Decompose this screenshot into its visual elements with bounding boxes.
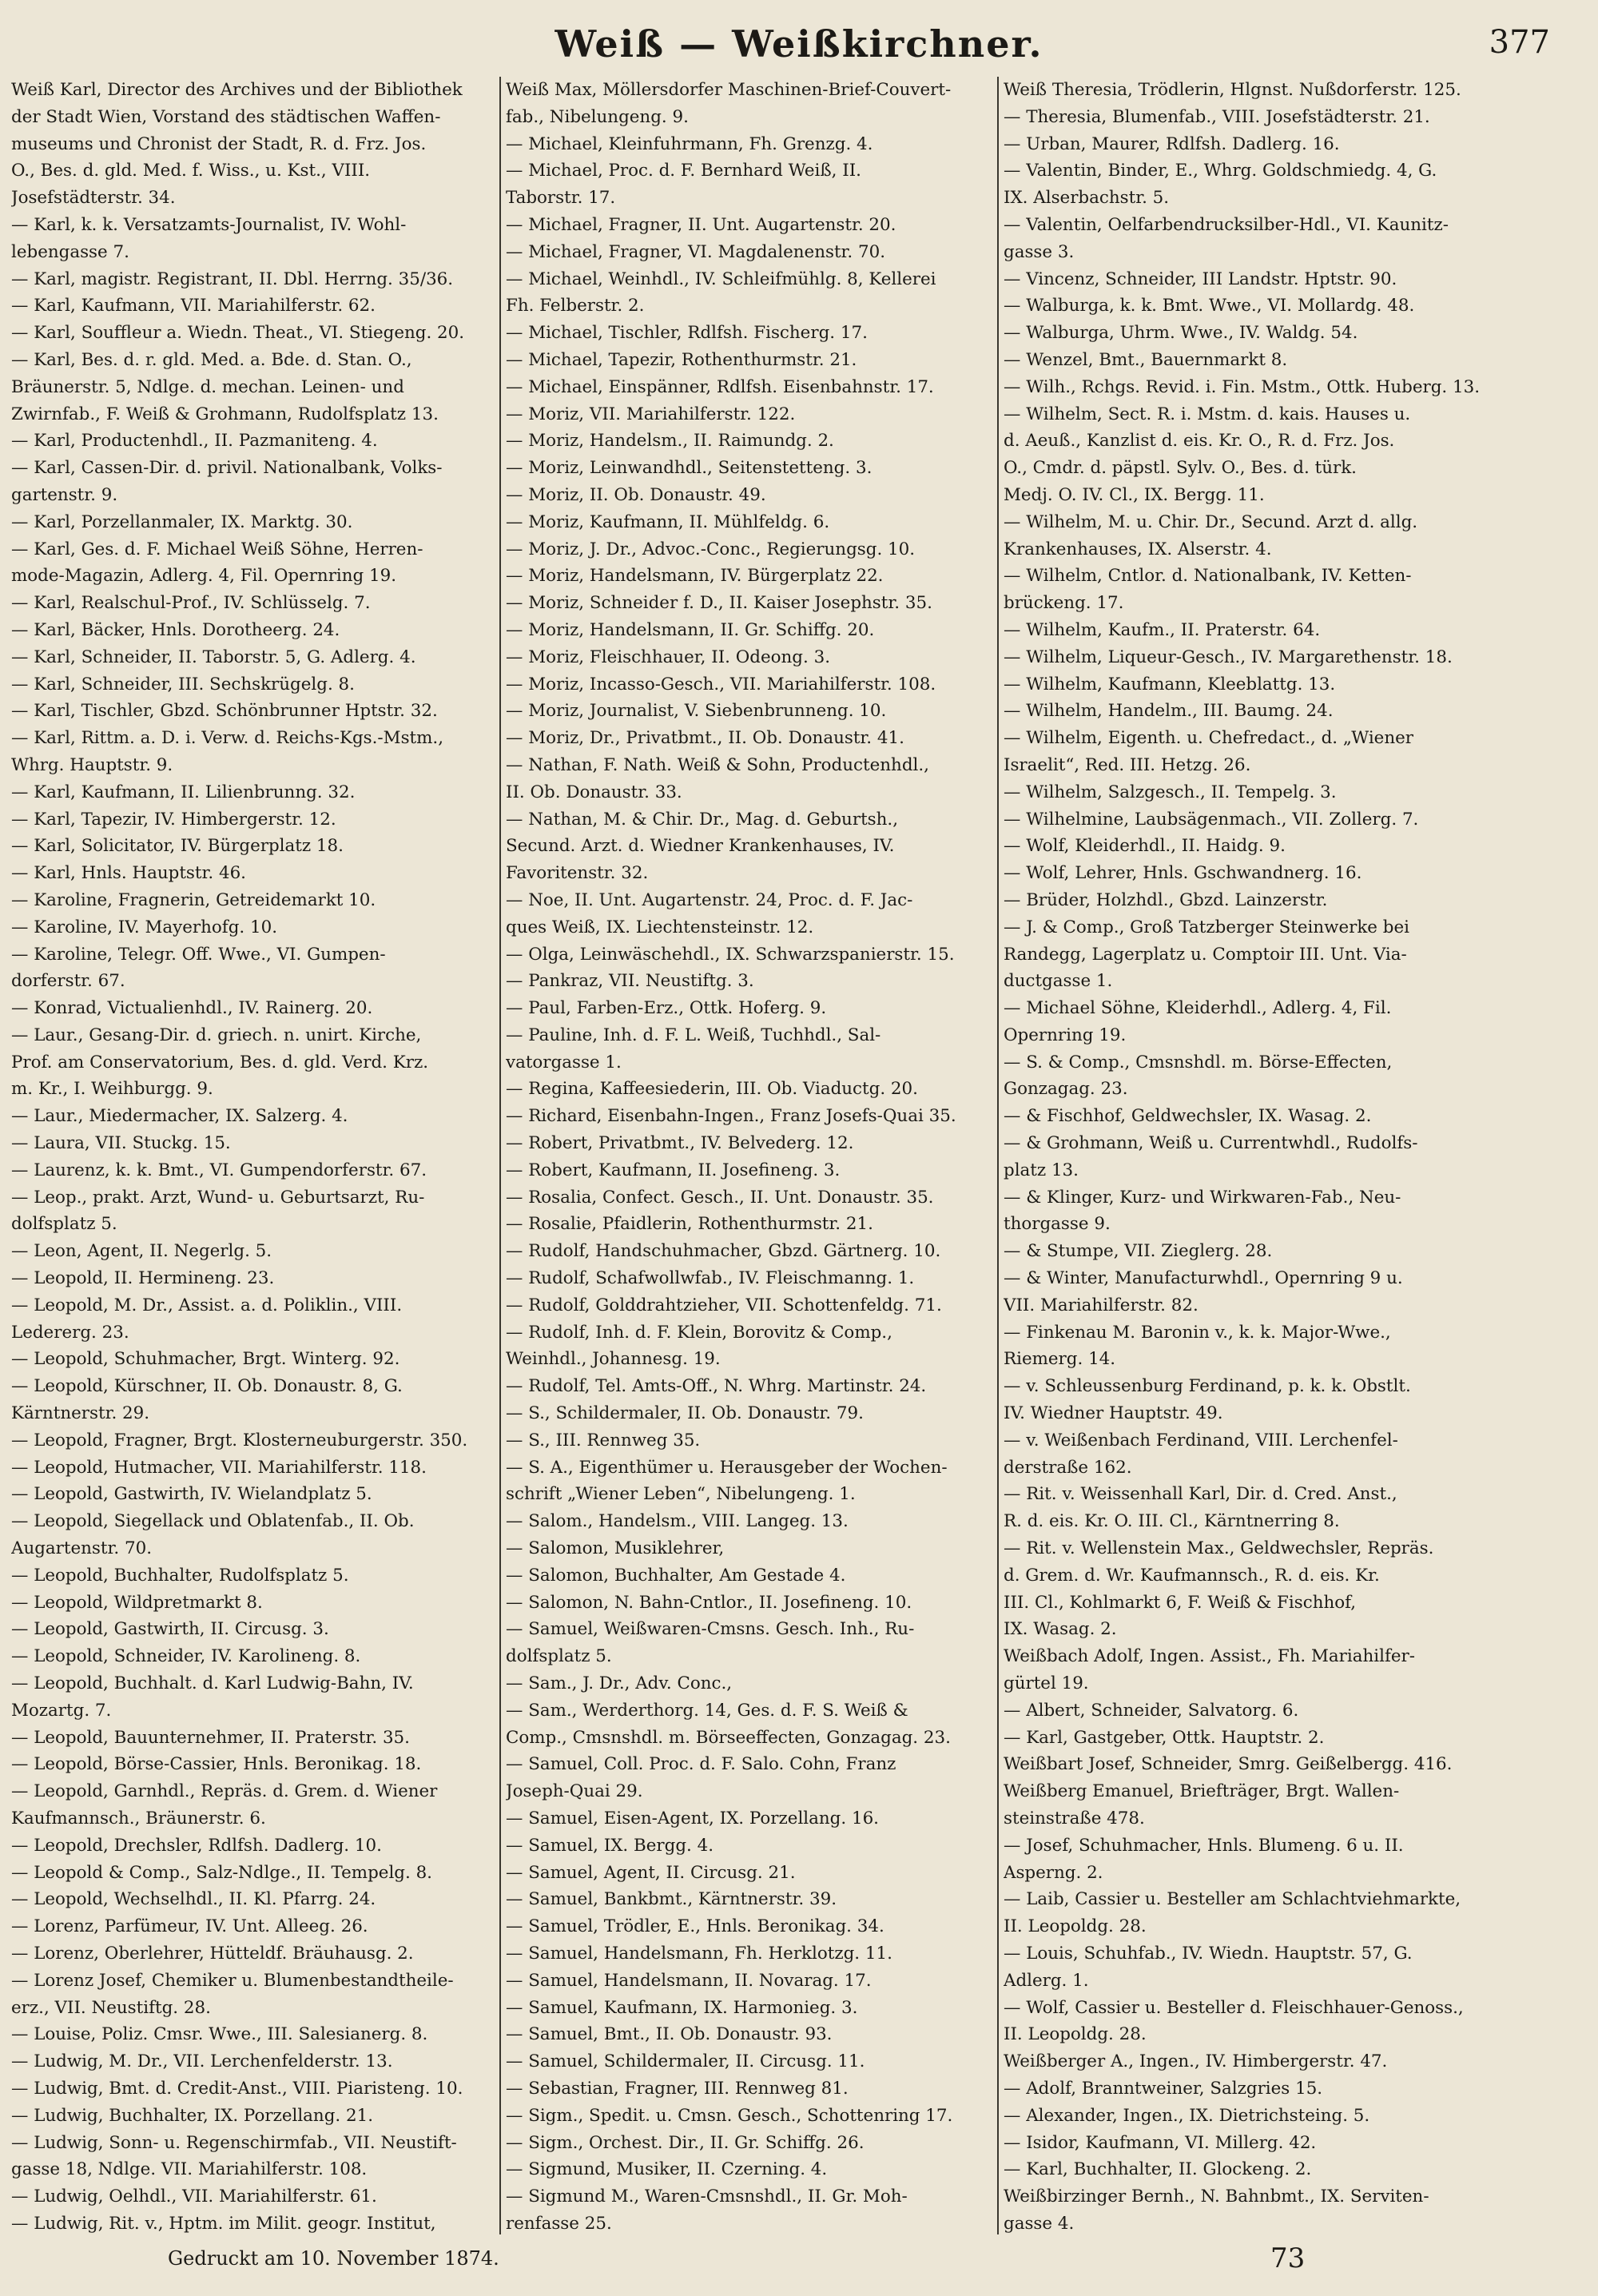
directory-line: — Leopold, Schuhmacher, Brgt. Winterg. 92.	[11, 1349, 400, 1370]
directory-line: erz., VII. Neustiftg. 28.	[11, 1997, 211, 2018]
directory-line: dolfsplatz 5.	[506, 1646, 612, 1667]
directory-line: — Sigmund, Musiker, II. Czerning. 4.	[506, 2159, 828, 2180]
directory-line: — Wolf, Lehrer, Hnls. Gschwandnerg. 16.	[1004, 863, 1362, 884]
directory-line: — Pauline, Inh. d. F. L. Weiß, Tuchhdl., Sal-	[506, 1025, 881, 1045]
directory-line: — Karl, Schneider, II. Taborstr. 5, G. Adlerg. 4.	[11, 647, 416, 667]
directory-column-3	[997, 77, 1499, 2234]
directory-line: gartenstr. 9.	[11, 484, 118, 505]
directory-line: ques Weiß, IX. Liechtensteinstr. 12.	[506, 917, 814, 937]
page-number: 377	[1489, 24, 1550, 61]
directory-line: — Walburga, k. k. Bmt. Wwe., VI. Mollardg. 48.	[1004, 296, 1415, 316]
directory-line: — Karl, Kaufmann, VII. Mariahilferstr. 62.	[11, 296, 376, 316]
directory-line: Weiß Max, Möllersdorfer Maschinen-Brief-Couvert-	[506, 80, 952, 100]
directory-line: Kaufmannsch., Bräunerstr. 6.	[11, 1809, 266, 1828]
directory-line: — Moriz, Leinwandhdl., Seitenstetteng. 3.	[506, 458, 873, 479]
directory-line: Weißbach Adolf, Ingen. Assist., Fh. Mariahilfer-	[1004, 1646, 1415, 1667]
directory-line: — Ludwig, Sonn- u. Regenschirmfab., VII. Neustift-	[11, 2132, 457, 2153]
directory-line: — Moriz, J. Dr., Advoc.-Conc., Regierungsg. 10.	[506, 539, 916, 559]
directory-line: O., Bes. d. gld. Med. f. Wiss., u. Kst., VIII.	[11, 161, 371, 181]
directory-column-2	[499, 77, 1001, 2234]
directory-line: — Finkenau M. Baronin v., k. k. Major-Wwe.,	[1004, 1322, 1391, 1343]
directory-line: Joseph-Quai 29.	[506, 1781, 643, 1802]
directory-line: — Adolf, Branntweiner, Salzgries 15.	[1004, 2078, 1323, 2099]
directory-line: dolfsplatz 5.	[11, 1214, 117, 1235]
directory-line: — Wilhelmine, Laubsägenmach., VII. Zollerg. 7.	[1004, 809, 1419, 830]
directory-line: — Wilhelm, Handelm., III. Baumg. 24.	[1004, 701, 1334, 722]
directory-line: — Wilhelm, Kaufmann, Kleeblattg. 13.	[1004, 674, 1336, 694]
directory-line: — Moriz, VII. Mariahilferstr. 122.	[506, 404, 796, 424]
directory-line: — Leopold, Drechsler, Rdlfsh. Dadlerg. 10.	[11, 1835, 382, 1856]
directory-line: — Ludwig, Bmt. d. Credit-Anst., VIII. Piaristeng. 10.	[11, 2078, 463, 2099]
directory-line: — Michael, Einspänner, Rdlfsh. Eisenbahnstr. 17.	[506, 376, 934, 397]
directory-line: — Paul, Farben-Erz., Ottk. Hoferg. 9.	[506, 998, 827, 1019]
directory-line: — Moriz, Journalist, V. Siebenbrunneng. 10.	[506, 701, 887, 722]
directory-line: m. Kr., I. Weihburgg. 9.	[11, 1079, 213, 1100]
print-date-note: Gedruckt am 10. November 1874.	[168, 2247, 499, 2270]
directory-line: — Leopold, Wildpretmarkt 8.	[11, 1592, 263, 1613]
directory-line: — Michael, Tischler, Rdlfsh. Fischerg. 17.	[506, 323, 868, 344]
directory-line: — Louis, Schuhfab., IV. Wiedn. Hauptstr. 57, G.	[1004, 1943, 1413, 1964]
directory-line: fab., Nibelungeng. 9.	[506, 106, 689, 127]
directory-line: — Vincenz, Schneider, III Landstr. Hptstr. 90.	[1004, 269, 1397, 289]
directory-line: — Samuel, Handelsmann, Fh. Herklotzg. 11.	[506, 1943, 892, 1964]
directory-line: — Karl, Porzellanmaler, IX. Marktg. 30.	[11, 511, 353, 532]
directory-line: brückeng. 17.	[1004, 593, 1124, 614]
directory-line: — Konrad, Victualienhdl., IV. Rainerg. 20.	[11, 998, 373, 1019]
directory-line: — Leopold, Kürschner, II. Ob. Donaustr. 8, G.	[11, 1376, 403, 1397]
directory-line: — Olga, Leinwäschehdl., IX. Schwarzspanierstr. 15.	[506, 944, 955, 965]
directory-line: museums und Chronist der Stadt, R. d. Frz. Jos.	[11, 133, 427, 154]
directory-line: — Michael, Fragner, II. Unt. Augartenstr. 20.	[506, 214, 896, 235]
directory-line: — Moriz, Dr., Privatbmt., II. Ob. Donaustr. 41.	[506, 728, 904, 749]
directory-line: III. Cl., Kohlmarkt 6, F. Weiß & Fischhof,	[1004, 1592, 1357, 1613]
directory-line: — Karl, Bäcker, Hnls. Dorotheerg. 24.	[11, 619, 340, 640]
directory-line: Whrg. Hauptstr. 9.	[11, 754, 173, 775]
directory-line: IV. Wiedner Hauptstr. 49.	[1004, 1403, 1223, 1424]
directory-line: thorgasse 9.	[1004, 1214, 1111, 1235]
directory-line: — S. & Comp., Cmsnshdl. m. Börse-Effecten,	[1004, 1052, 1393, 1072]
directory-line: — Wolf, Kleiderhdl., II. Haidg. 9.	[1004, 836, 1286, 857]
directory-line: — Wolf, Cassier u. Besteller d. Fleischhauer-Genoss.,	[1004, 1997, 1464, 2018]
directory-line: — Leopold & Comp., Salz-Ndlge., II. Tempelg. 8.	[11, 1862, 432, 1883]
directory-line: Kärntnerstr. 29.	[11, 1403, 150, 1424]
directory-line: ductgasse 1.	[1004, 971, 1113, 992]
directory-line: — Sigm., Spedit. u. Cmsn. Gesch., Schottenring 17.	[506, 2105, 953, 2126]
directory-line: — S. A., Eigenthümer u. Herausgeber der Wochen-	[506, 1457, 948, 1478]
directory-line: — Alexander, Ingen., IX. Dietrichsteing. 5.	[1004, 2105, 1370, 2126]
directory-line: Weinhdl., Johannesg. 19.	[506, 1349, 721, 1370]
directory-line: — Rosalia, Confect. Gesch., II. Unt. Donaustr. 35.	[506, 1187, 934, 1208]
directory-line: — Rudolf, Handschuhmacher, Gbzd. Gärtnerg. 10.	[506, 1241, 941, 1262]
directory-line: schrift „Wiener Leben“, Nibelungeng. 1.	[506, 1484, 856, 1505]
directory-line: gasse 18, Ndlge. VII. Mariahilferstr. 108.	[11, 2159, 368, 2180]
directory-line: — Samuel, Handelsmann, II. Novarag. 17.	[506, 1970, 872, 1991]
directory-line: — Moriz, Schneider f. D., II. Kaiser Josephstr. 35.	[506, 593, 932, 614]
directory-line: Weißbart Josef, Schneider, Smrg. Geißelbergg. 416.	[1004, 1754, 1453, 1775]
directory-line: IX. Wasag. 2.	[1004, 1619, 1117, 1640]
directory-line: Prof. am Conservatorium, Bes. d. gld. Verd. Krz.	[11, 1052, 429, 1072]
directory-line: — Valentin, Oelfarbendrucksilber-Hdl., VI. Kaunitz-	[1004, 214, 1449, 235]
directory-line: — Samuel, Eisen-Agent, IX. Porzellang. 16.	[506, 1809, 879, 1828]
directory-line: — Ludwig, M. Dr., VII. Lerchenfelderstr. 13.	[11, 2051, 393, 2072]
directory-line: — Salomon, Musiklehrer,	[506, 1538, 725, 1559]
directory-line: — Wilhelm, Liqueur-Gesch., IV. Margarethenstr. 18.	[1004, 647, 1453, 667]
directory-line: Riemerg. 14.	[1004, 1349, 1116, 1370]
directory-line: gürtel 19.	[1004, 1673, 1089, 1694]
directory-line: gasse 3.	[1004, 241, 1075, 262]
directory-line: Augartenstr. 70.	[11, 1538, 152, 1559]
directory-line: — & Stumpe, VII. Zieglerg. 28.	[1004, 1241, 1273, 1262]
directory-line: — Sigm., Orchest. Dir., II. Gr. Schiffg. 26.	[506, 2132, 865, 2153]
directory-line: — Theresia, Blumenfab., VIII. Josefstädterstr. 21.	[1004, 106, 1430, 127]
directory-line: — Nathan, F. Nath. Weiß & Sohn, Productenhdl.,	[506, 754, 929, 775]
directory-line: — Wilh., Rchgs. Revid. i. Fin. Mstm., Ottk. Huberg. 13.	[1004, 376, 1481, 397]
directory-line: VII. Mariahilferstr. 82.	[1004, 1295, 1198, 1315]
directory-line: — Leopold, Schneider, IV. Karolineng. 8.	[11, 1646, 361, 1667]
directory-line: — Leopold, Gastwirth, II. Circusg. 3.	[11, 1619, 329, 1640]
directory-line: — Walburga, Uhrm. Wwe., IV. Waldg. 54.	[1004, 323, 1358, 344]
directory-line: — Wilhelm, Salzgesch., II. Tempelg. 3.	[1004, 782, 1337, 802]
directory-line: — Moriz, Fleischhauer, II. Odeong. 3.	[506, 647, 831, 667]
directory-line: — Valentin, Binder, E., Whrg. Goldschmiedg. 4, G.	[1004, 161, 1437, 181]
directory-line: Weiß Karl, Director des Archives und der Bibliothek	[11, 80, 463, 100]
directory-line: R. d. eis. Kr. O. III. Cl., Kärntnerring 8.	[1004, 1511, 1340, 1532]
directory-line: — Wenzel, Bmt., Bauernmarkt 8.	[1004, 349, 1288, 370]
directory-line: — Karl, Gastgeber, Ottk. Hauptstr. 2.	[1004, 1727, 1325, 1748]
directory-line: — Pankraz, VII. Neustiftg. 3.	[506, 971, 754, 992]
directory-line: — Laurenz, k. k. Bmt., VI. Gumpendorferstr. 67.	[11, 1160, 427, 1180]
directory-line: Weiß Theresia, Trödlerin, Hlgnst. Nußdorferstr. 125.	[1004, 80, 1461, 100]
directory-line: Bräunerstr. 5, Ndlge. d. mechan. Leinen- und	[11, 376, 404, 397]
directory-line: — Karoline, Telegr. Off. Wwe., VI. Gumpen-	[11, 944, 386, 965]
directory-line: steinstraße 478.	[1004, 1809, 1145, 1828]
directory-line: IX. Alserbachstr. 5.	[1004, 188, 1170, 209]
directory-line: — & Fischhof, Geldwechsler, IX. Wasag. 2.	[1004, 1106, 1372, 1127]
directory-line: — Moriz, Incasso-Gesch., VII. Mariahilferstr. 108.	[506, 674, 936, 694]
directory-line: — Rosalie, Pfaidlerin, Rothenthurmstr. 21.	[506, 1214, 873, 1235]
page-title: Weiß — Weißkirchner.	[555, 22, 1043, 66]
directory-line: — Wilhelm, Cntlor. d. Nationalbank, IV. Ketten-	[1004, 566, 1412, 587]
directory-line: — Ludwig, Rit. v., Hptm. im Milit. geogr. Institut,	[11, 2213, 436, 2234]
directory-line: — Richard, Eisenbahn-Ingen., Franz Josefs-Quai 35.	[506, 1106, 956, 1127]
directory-line: — Sam., Werderthorg. 14, Ges. d. F. S. Weiß &	[506, 1700, 908, 1721]
directory-line: — Robert, Privatbmt., IV. Belvederg. 12.	[506, 1133, 854, 1154]
directory-line: — v. Schleussenburg Ferdinand, p. k. k. Obstlt.	[1004, 1376, 1411, 1397]
directory-line: — Samuel, Kaufmann, IX. Harmonieg. 3.	[506, 1997, 858, 2018]
directory-line: — Michael, Fragner, VI. Magdalenenstr. 70.	[506, 241, 886, 262]
directory-line: — J. & Comp., Groß Tatzberger Steinwerke bei	[1004, 917, 1409, 937]
directory-line: — Lorenz, Parfümeur, IV. Unt. Alleeg. 26.	[11, 1916, 368, 1937]
directory-line: — Samuel, IX. Bergg. 4.	[506, 1835, 714, 1856]
directory-line: II. Leopoldg. 28.	[1004, 1916, 1147, 1937]
directory-line: der Stadt Wien, Vorstand des städtischen Waffen-	[11, 106, 441, 127]
directory-line: — Karl, Realschul-Prof., IV. Schlüsselg. 7.	[11, 593, 371, 614]
directory-line: — Wilhelm, Sect. R. i. Mstm. d. kais. Hauses u.	[1004, 404, 1411, 424]
directory-line: — S., Schildermaler, II. Ob. Donaustr. 79.	[506, 1403, 864, 1424]
directory-line: — Michael Söhne, Kleiderhdl., Adlerg. 4, Fil.	[1004, 998, 1392, 1019]
directory-line: — Karl, Cassen-Dir. d. privil. Nationalbank, Volks-	[11, 458, 443, 479]
directory-line: — Samuel, Weißwaren-Cmsns. Gesch. Inh., Ru-	[506, 1619, 915, 1640]
directory-line: — Karl, Solicitator, IV. Bürgerplatz 18.	[11, 836, 344, 857]
directory-line: — Nathan, M. & Chir. Dr., Mag. d. Geburtsh.,	[506, 809, 899, 830]
directory-line: Weißberger A., Ingen., IV. Himbergerstr. 47.	[1004, 2051, 1388, 2072]
directory-line: — Brüder, Holzhdl., Gbzd. Lainzerstr.	[1004, 889, 1328, 910]
directory-line: — Karl, Bes. d. r. gld. Med. a. Bde. d. Stan. O.,	[11, 349, 412, 370]
directory-line: — Salomon, Buchhalter, Am Gestade 4.	[506, 1565, 846, 1586]
directory-line: — Karl, Souffleur a. Wiedn. Theat., VI. Stiegeng. 20.	[11, 323, 465, 344]
directory-line: d. Grem. d. Wr. Kaufmannsch., R. d. eis. Kr.	[1004, 1565, 1380, 1586]
directory-line: — Karl, Productenhdl., II. Pazmaniteng. 4.	[11, 431, 378, 452]
directory-line: — Laur., Miedermacher, IX. Salzerg. 4.	[11, 1106, 348, 1127]
directory-line: — Karl, Tapezir, IV. Himbergerstr. 12.	[11, 809, 336, 830]
directory-line: — Leop., prakt. Arzt, Wund- u. Geburtsarzt, Ru-	[11, 1187, 425, 1208]
directory-line: — Samuel, Bankbmt., Kärntnerstr. 39.	[506, 1889, 837, 1910]
directory-line: — Karl, Buchhalter, II. Glockeng. 2.	[1004, 2159, 1312, 2180]
directory-line: — Karoline, IV. Mayerhofg. 10.	[11, 917, 278, 937]
directory-line: — Karl, Tischler, Gbzd. Schönbrunner Hptstr. 32.	[11, 701, 438, 722]
directory-line: — Rudolf, Schafwollwfab., IV. Fleischmanng. 1.	[506, 1268, 915, 1289]
directory-line: O., Cmdr. d. päpstl. Sylv. O., Bes. d. türk.	[1004, 458, 1357, 479]
directory-line: — Rudolf, Tel. Amts-Off., N. Whrg. Martinstr. 24.	[506, 1376, 927, 1397]
directory-line: Israelit“, Red. III. Hetzg. 26.	[1004, 754, 1251, 775]
directory-line: mode-Magazin, Adlerg. 4, Fil. Opernring 19.	[11, 566, 397, 587]
directory-line: Fh. Felberstr. 2.	[506, 296, 645, 316]
directory-line: — Ludwig, Oelhdl., VII. Mariahilferstr. 61.	[11, 2187, 377, 2207]
directory-line: — Leopold, Buchhalter, Rudolfsplatz 5.	[11, 1565, 349, 1586]
directory-line: d. Aeuß., Kanzlist d. eis. Kr. O., R. d. Frz. Jos.	[1004, 431, 1395, 452]
directory-line: Taborstr. 17.	[506, 188, 616, 209]
directory-line: — Urban, Maurer, Rdlfsh. Dadlerg. 16.	[1004, 133, 1340, 154]
directory-line: Gonzagag. 23.	[1004, 1079, 1128, 1100]
directory-line: — Louise, Poliz. Cmsr. Wwe., III. Salesianerg. 8.	[11, 2024, 428, 2045]
directory-line: — & Winter, Manufacturwhdl., Opernring 9 u.	[1004, 1268, 1403, 1289]
directory-line: II. Leopoldg. 28.	[1004, 2024, 1147, 2045]
directory-line: — Moriz, Handelsm., II. Raimundg. 2.	[506, 431, 834, 452]
directory-line: — Samuel, Coll. Proc. d. F. Salo. Cohn, Franz	[506, 1754, 896, 1775]
directory-line: — Karl, Kaufmann, II. Lilienbrunng. 32.	[11, 782, 356, 802]
directory-line: — Karl, Hnls. Hauptstr. 46.	[11, 863, 246, 884]
directory-line: Weißberg Emanuel, Briefträger, Brgt. Wallen-	[1004, 1781, 1400, 1802]
directory-line: — Leopold, Hutmacher, VII. Mariahilferstr. 118.	[11, 1457, 427, 1478]
directory-line: — Rit. v. Wellenstein Max., Geldwechsler, Repräs.	[1004, 1538, 1434, 1559]
directory-line: — Albert, Schneider, Salvatorg. 6.	[1004, 1700, 1299, 1721]
directory-line: Krankenhauses, IX. Alserstr. 4.	[1004, 539, 1272, 559]
directory-line: — Wilhelm, M. u. Chir. Dr., Secund. Arzt d. allg.	[1004, 511, 1418, 532]
directory-line: — Lorenz, Oberlehrer, Hütteldf. Bräuhausg. 2.	[11, 1943, 414, 1964]
directory-line: Favoritenstr. 32.	[506, 863, 649, 884]
directory-line: — Sebastian, Fragner, III. Rennweg 81.	[506, 2078, 849, 2099]
directory-line: Adlerg. 1.	[1004, 1970, 1089, 1991]
directory-line: — Sigmund M., Waren-Cmsnshdl., II. Gr. Moh-	[506, 2187, 908, 2207]
directory-line: Secund. Arzt. d. Wiedner Krankenhauses, IV.	[506, 836, 895, 857]
directory-line: — & Grohmann, Weiß u. Currentwhdl., Rudolfs-	[1004, 1133, 1418, 1154]
directory-line: — Leopold, II. Hermineng. 23.	[11, 1268, 275, 1289]
directory-line: — Samuel, Schildermaler, II. Circusg. 11.	[506, 2051, 865, 2072]
directory-line: — Leopold, Buchhalt. d. Karl Ludwig-Bahn, IV.	[11, 1673, 414, 1694]
directory-line: Zwirnfab., F. Weiß & Grohmann, Rudolfsplatz 13.	[11, 404, 439, 424]
directory-line: — Michael, Tapezir, Rothenthurmstr. 21.	[506, 349, 857, 370]
directory-line: — Samuel, Trödler, E., Hnls. Beronikag. 34.	[506, 1916, 884, 1937]
directory-line: — Noe, II. Unt. Augartenstr. 24, Proc. d. F. Jac-	[506, 889, 913, 910]
directory-line: — Laur., Gesang-Dir. d. griech. n. unirt. Kirche,	[11, 1025, 422, 1045]
directory-line: Randegg, Lagerplatz u. Comptoir III. Unt. Via-	[1004, 944, 1407, 965]
directory-line: — Wilhelm, Kaufm., II. Praterstr. 64.	[1004, 619, 1321, 640]
directory-line: — Leopold, Börse-Cassier, Hnls. Beronikag. 18.	[11, 1754, 422, 1775]
directory-line: — Laura, VII. Stuckg. 15.	[11, 1133, 231, 1154]
directory-line: vatorgasse 1.	[506, 1052, 622, 1072]
directory-line: renfasse 25.	[506, 2213, 612, 2234]
directory-line: — Karl, magistr. Registrant, II. Dbl. Herrng. 35/36.	[11, 269, 454, 289]
directory-line: — Leopold, Bauunternehmer, II. Praterstr. 35.	[11, 1727, 410, 1748]
directory-line: Mozartg. 7.	[11, 1700, 112, 1721]
directory-line: — Robert, Kaufmann, II. Josefineng. 3.	[506, 1160, 841, 1180]
directory-line: Asperng. 2.	[1004, 1862, 1103, 1883]
directory-line: — Isidor, Kaufmann, VI. Millerg. 42.	[1004, 2132, 1317, 2153]
directory-line: — Sam., J. Dr., Adv. Conc.,	[506, 1673, 733, 1694]
directory-line: lebengasse 7.	[11, 241, 129, 262]
directory-line: Ledererg. 23.	[11, 1322, 129, 1343]
directory-line: — Leopold, Wechselhdl., II. Kl. Pfarrg. 24.	[11, 1889, 376, 1910]
directory-line: — Leon, Agent, II. Negerlg. 5.	[11, 1241, 272, 1262]
directory-line: — Moriz, II. Ob. Donaustr. 49.	[506, 484, 766, 505]
directory-line: — Ludwig, Buchhalter, IX. Porzellang. 21.	[11, 2105, 374, 2126]
directory-line: platz 13.	[1004, 1160, 1079, 1180]
directory-line: — Leopold, M. Dr., Assist. a. d. Poliklin., VIII.	[11, 1295, 403, 1315]
directory-line: — Samuel, Bmt., II. Ob. Donaustr. 93.	[506, 2024, 833, 2045]
sheet-number: 73	[1270, 2242, 1306, 2274]
directory-line: — Karl, Ges. d. F. Michael Weiß Söhne, Herren-	[11, 539, 423, 559]
directory-line: — Karoline, Fragnerin, Getreidemarkt 10.	[11, 889, 376, 910]
directory-line: — Karl, Schneider, III. Sechskrügelg. 8.	[11, 674, 355, 694]
directory-line: — Michael, Weinhdl., IV. Schleifmühlg. 8, Kellerei	[506, 269, 936, 289]
directory-line: — Laib, Cassier u. Besteller am Schlachtviehmarkte,	[1004, 1889, 1461, 1910]
directory-line: Comp., Cmsnshdl. m. Börseeffecten, Gonzagag. 23.	[506, 1727, 951, 1748]
directory-line: — Moriz, Kaufmann, II. Mühlfeldg. 6.	[506, 511, 830, 532]
directory-line: — Salom., Handelsm., VIII. Langeg. 13.	[506, 1511, 849, 1532]
directory-line: Opernring 19.	[1004, 1025, 1127, 1045]
directory-line: — v. Weißenbach Ferdinand, VIII. Lerchenfel-	[1004, 1430, 1398, 1450]
directory-line: — Moriz, Handelsmann, II. Gr. Schiffg. 20.	[506, 619, 875, 640]
directory-line: Josefstädterstr. 34.	[11, 188, 176, 209]
directory-line: — & Klinger, Kurz- und Wirkwaren-Fab., Neu-	[1004, 1187, 1401, 1208]
directory-line: — Moriz, Handelsmann, IV. Bürgerplatz 22.	[506, 566, 884, 587]
directory-column-1	[11, 77, 507, 2234]
directory-line: — Regina, Kaffeesiederin, III. Ob. Viaductg. 20.	[506, 1079, 918, 1100]
directory-line: — Rit. v. Weissenhall Karl, Dir. d. Cred. Anst.,	[1004, 1484, 1397, 1505]
directory-line: — Leopold, Garnhdl., Repräs. d. Grem. d. Wiener	[11, 1781, 438, 1802]
directory-line: — Michael, Kleinfuhrmann, Fh. Grenzg. 4.	[506, 133, 873, 154]
directory-line: — Wilhelm, Eigenth. u. Chefredact., d. „Wiener	[1004, 728, 1413, 749]
directory-line: — Karl, k. k. Versatzamts-Journalist, IV. Wohl-	[11, 214, 407, 235]
directory-line: II. Ob. Donaustr. 33.	[506, 782, 682, 802]
directory-line: — Lorenz Josef, Chemiker u. Blumenbestandtheile-	[11, 1970, 454, 1991]
directory-line: — S., III. Rennweg 35.	[506, 1430, 701, 1450]
directory-line: derstraße 162.	[1004, 1457, 1132, 1478]
directory-line: — Rudolf, Inh. d. F. Klein, Borovitz & Comp.,	[506, 1322, 892, 1343]
directory-line: Weißbirzinger Bernh., N. Bahnbmt., IX. Serviten-	[1004, 2187, 1429, 2207]
directory-line: Medj. O. IV. Cl., IX. Bergg. 11.	[1004, 484, 1265, 505]
directory-line: dorferstr. 67.	[11, 971, 125, 992]
directory-line: — Josef, Schuhmacher, Hnls. Blumeng. 6 u. II.	[1004, 1835, 1404, 1856]
directory-line: — Salomon, N. Bahn-Cntlor., II. Josefineng. 10.	[506, 1592, 912, 1613]
directory-line: — Michael, Proc. d. F. Bernhard Weiß, II.	[506, 161, 861, 181]
directory-line: — Leopold, Siegellack und Oblatenfab., II. Ob.	[11, 1511, 415, 1532]
directory-line: — Leopold, Gastwirth, IV. Wielandplatz 5.	[11, 1484, 372, 1505]
directory-line: gasse 4.	[1004, 2213, 1075, 2234]
directory-line: — Karl, Rittm. a. D. i. Verw. d. Reichs-Kgs.-Mstm.,	[11, 728, 444, 749]
directory-line: — Samuel, Agent, II. Circusg. 21.	[506, 1862, 796, 1883]
directory-line: — Leopold, Fragner, Brgt. Klosterneuburgerstr. 350.	[11, 1430, 468, 1450]
directory-line: — Rudolf, Golddrahtzieher, VII. Schottenfeldg. 71.	[506, 1295, 942, 1315]
